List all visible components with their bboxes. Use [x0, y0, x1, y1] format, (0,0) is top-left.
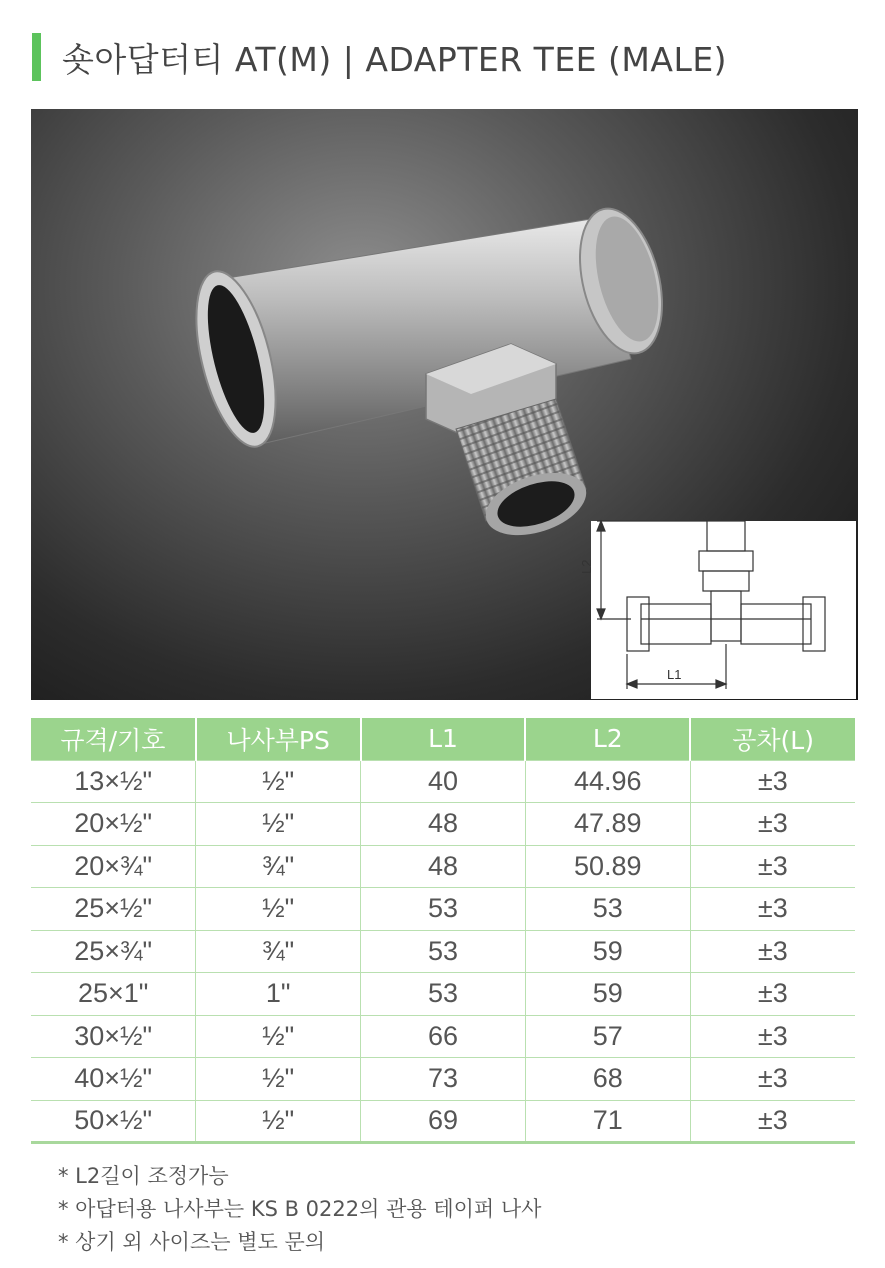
col-l2: L2 [525, 718, 690, 760]
col-thread: 나사부PS [196, 718, 361, 760]
product-photo [31, 109, 858, 700]
table-header-row [31, 718, 855, 760]
cell-tolerance: ±3 [690, 1058, 855, 1101]
cell-tolerance: ±3 [690, 803, 855, 846]
cell-l2: 59 [525, 973, 690, 1016]
table-row [31, 888, 855, 931]
adapter-tee-illustration [31, 109, 858, 700]
cell-l1: 73 [361, 1058, 526, 1101]
table-row [31, 845, 855, 888]
cell-l1: 66 [361, 1015, 526, 1058]
cell-l2: 47.89 [525, 803, 690, 846]
l1-label: L1 [667, 667, 682, 682]
cell-l1: 69 [361, 1100, 526, 1143]
cell-thread: ¾" [196, 845, 361, 888]
cell-l2: 44.96 [525, 760, 690, 803]
cell-tolerance: ±3 [690, 1100, 855, 1143]
cell-tolerance: ±3 [690, 760, 855, 803]
table-row [31, 930, 855, 973]
cell-spec: 40×½" [31, 1058, 196, 1101]
table-row [31, 1015, 855, 1058]
cell-tolerance: ±3 [690, 973, 855, 1016]
cell-l1: 53 [361, 973, 526, 1016]
cell-tolerance: ±3 [690, 845, 855, 888]
cell-thread: ½" [196, 760, 361, 803]
cell-tolerance: ±3 [690, 888, 855, 931]
table-row [31, 1058, 855, 1101]
cell-spec: 20×½" [31, 803, 196, 846]
cell-thread: ½" [196, 1015, 361, 1058]
cell-l1: 48 [361, 803, 526, 846]
l2-label: L2 [579, 559, 594, 574]
cell-spec: 25×¾" [31, 930, 196, 973]
cell-l1: 53 [361, 888, 526, 931]
dimension-diagram [591, 521, 856, 699]
table-row [31, 760, 855, 803]
note-item: * 상기 외 사이즈는 별도 문의 [58, 1230, 326, 1254]
cell-thread: ½" [196, 888, 361, 931]
table-row [31, 1100, 855, 1143]
cell-thread: 1" [196, 973, 361, 1016]
page-title: 숏아답터티 AT(M) | ADAPTER TEE (MALE) [62, 40, 728, 79]
cell-thread: ½" [196, 803, 361, 846]
cell-spec: 20×¾" [31, 845, 196, 888]
cell-thread: ¾" [196, 930, 361, 973]
col-tolerance: 공차(L) [690, 718, 855, 760]
cell-tolerance: ±3 [690, 930, 855, 973]
cell-l1: 48 [361, 845, 526, 888]
cell-spec: 13×½" [31, 760, 196, 803]
table-row [31, 973, 855, 1016]
cell-spec: 25×1" [31, 973, 196, 1016]
cell-l2: 68 [525, 1058, 690, 1101]
spec-table [31, 718, 855, 1144]
cell-spec: 25×½" [31, 888, 196, 931]
col-spec: 규격/기호 [31, 718, 196, 760]
cell-tolerance: ±3 [690, 1015, 855, 1058]
cell-spec: 50×½" [31, 1100, 196, 1143]
cell-l2: 50.89 [525, 845, 690, 888]
cell-l1: 53 [361, 930, 526, 973]
title-accent-bar [32, 33, 41, 81]
note-item: * L2길이 조정가능 [58, 1164, 229, 1188]
cell-l1: 40 [361, 760, 526, 803]
table-row [31, 803, 855, 846]
cell-thread: ½" [196, 1058, 361, 1101]
cell-l2: 57 [525, 1015, 690, 1058]
cell-l2: 71 [525, 1100, 690, 1143]
note-item: * 아답터용 나사부는 KS B 0222의 관용 테이퍼 나사 [58, 1197, 542, 1221]
cell-thread: ½" [196, 1100, 361, 1143]
cell-spec: 30×½" [31, 1015, 196, 1058]
col-l1: L1 [361, 718, 526, 760]
cell-l2: 53 [525, 888, 690, 931]
notes [58, 1160, 541, 1259]
cell-l2: 59 [525, 930, 690, 973]
